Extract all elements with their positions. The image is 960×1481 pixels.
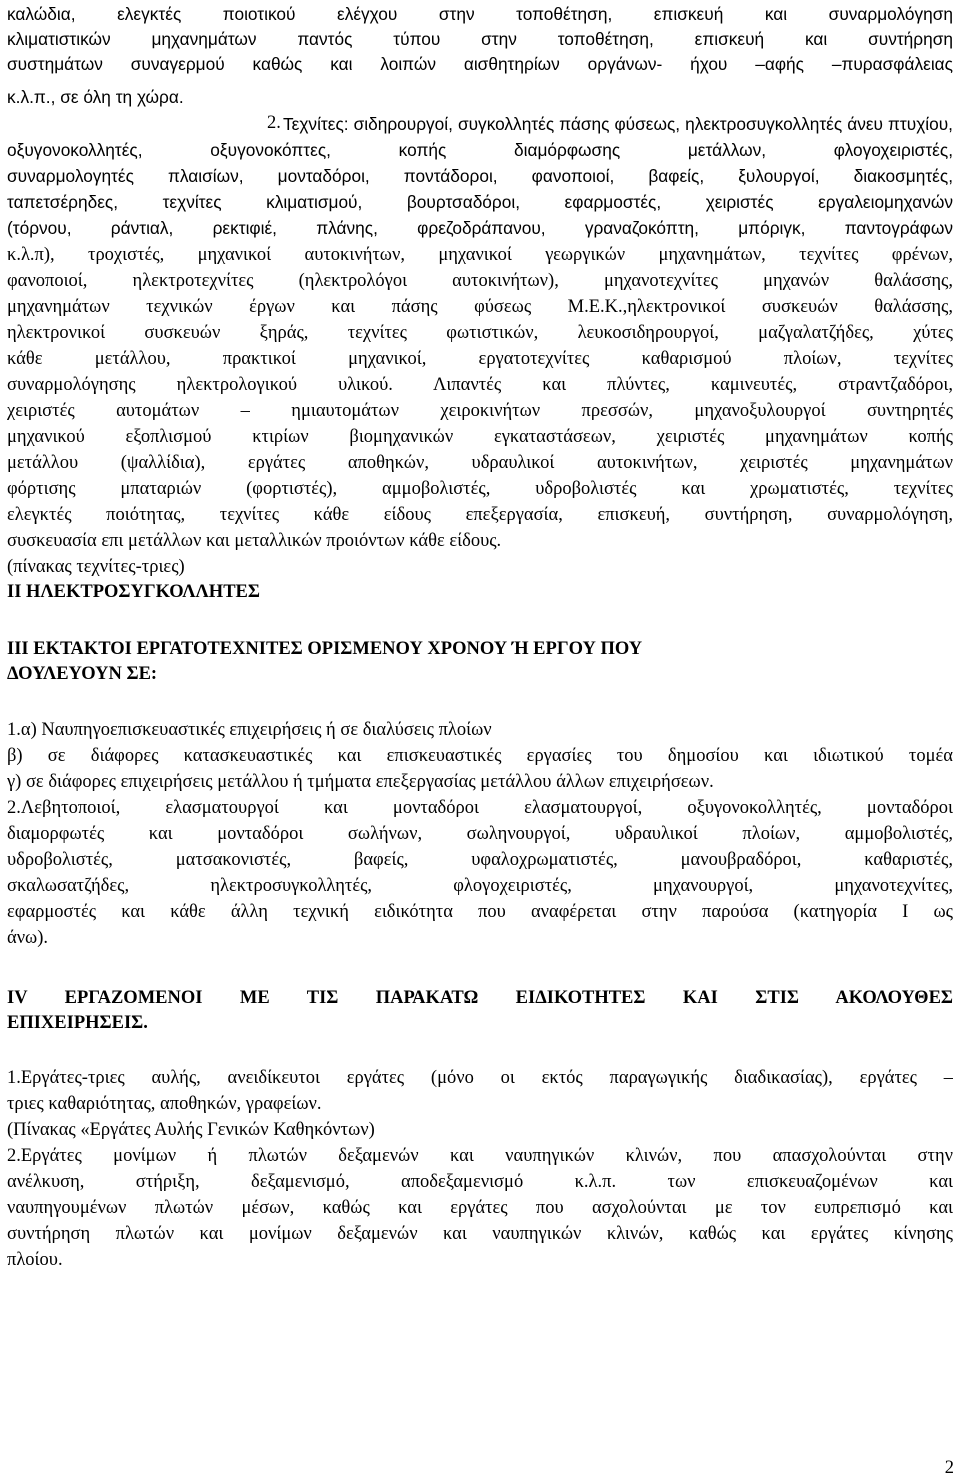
paragraph-line: μηχανημάτων τεχνικών έργων και πάσης φύσεως Μ.Ε.Κ.,ηλεκτρονικοί συσκευών θαλάσσης, — [7, 297, 953, 317]
paragraph-line: μηχανικού εξοπλισμού κτιρίων βιομηχανικών εγκαταστάσεων, χειριστές μηχανημάτων κοπής — [7, 427, 953, 447]
paragraph-line: σκαλωσατζήδες, ηλεκτροσυγκολλητές, φλογοχειριστές, μηχανουργοί, μηχανοτεχνίτες, — [7, 876, 953, 896]
paragraph-line: φανοποιοί, ηλεκτροτεχνίτες (ηλεκτρολόγοι αυτοκινήτων), μηχανοτεχνίτες μηχανών θαλάσσης, — [7, 271, 953, 291]
paragraph-line: 2.Λεβητοποιοί, ελασματουργοί και μονταδόροι ελασματουργοί, οξυγονοκολλητές, μονταδόροι — [7, 798, 953, 818]
paragraph-line: 1.Εργάτες-τριες αυλής, ανειδίκευτοι εργάτες (μόνο οι εκτός παραγωγικής διαδικασίας), εργάτες – — [7, 1068, 953, 1088]
paragraph-line: κλιματιστικών μηχανημάτων παντός τύπου στην τοποθέτηση, επισκευή και συντήρηση — [7, 29, 953, 49]
paragraph-line: ανέλκυση, στήριξη, δεξαμενισμό, αποδεξαμενισμό κ.λ.π. των επισκευαζομένων και — [7, 1172, 953, 1192]
paragraph-line: συσκευασία επι μετάλλων και μεταλλικών προιόντων κάθε είδους. — [7, 531, 502, 551]
paragraph-line: ταπετσέρηδες, τεχνίτες κλιματισμού, βουρτσαδόροι, εφαρμοστές, χειριστές εργαλειομηχανών — [7, 192, 953, 212]
paragraph-line: άνω). — [7, 928, 49, 948]
paragraph-line: γ) σε διάφορες επιχειρήσεις μετάλλου ή τμήματα επεξεργασίας μετάλλου άλλων επιχειρήσεων. — [7, 772, 714, 792]
paragraph-line: συναρμολογητές πλαισίων, μονταδόροι, ποντάδοροι, φανοποιοί, βαφείς, ξυλουργοί, διακοσμητές, — [7, 166, 953, 186]
section-heading-iii: ΙΙΙ ΕΚΤΑΚΤΟΙ ΕΡΓΑΤΟΤΕΧΝΙΤΕΣ ΟΡΙΣΜΕΝΟΥ ΧΡΟΝΟΥ Ή ΕΡΓΟΥ ΠΟΥ — [7, 639, 643, 659]
paragraph-line: χειριστές αυτομάτων – ημιαυτομάτων χειροκινήτων πρεσσών, μηχανοξυλουργοί συντηρητές — [7, 401, 953, 421]
paragraph-line: συντήρηση πλωτών και μονίμων δεξαμενών και ναυπηγικών κλινών, καθώς και εργάτες κίνησης — [7, 1224, 953, 1244]
section-heading-ii: ΙΙ ΗΛΕΚΤΡΟΣΥΓΚΟΛΛΗΤΕΣ — [7, 582, 260, 602]
paragraph-line: καλώδια, ελεγκτές ποιοτικού ελέγχου στην τοποθέτηση, επισκευή και συναρμολόγηση — [7, 4, 953, 24]
paragraph-line: τριες καθαριότητας, αποθηκών, γραφείων. — [7, 1094, 322, 1114]
page-number: 2 — [944, 1458, 954, 1478]
paragraph-line: ηλεκτρονικοί συσκευών ξηράς, τεχνίτες φωτιστικών, λευκοσιδηρουργοί, μαζγαλατζήδες, χύτες — [7, 323, 953, 343]
section-heading-iii: ΔΟΥΛΕΥΟΥΝ ΣΕ: — [7, 664, 158, 684]
paragraph-line: κ.λ.π., σε όλη τη χώρα. — [7, 87, 184, 107]
paragraph-line: 2.Εργάτες μονίμων ή πλωτών δεξαμενών και ναυπηγικών κλινών, που απασχολούνται στην — [7, 1146, 953, 1166]
paragraph-line: εφαρμοστές και κάθε άλλη τεχνική ειδικότητα που αναφέρεται στην παρούσα (κατηγορία Ι ως — [7, 902, 953, 922]
item-number: 2. — [267, 113, 281, 133]
section-heading-iv: ΕΠΙΧΕΙΡΗΣΕΙΣ. — [7, 1013, 148, 1033]
paragraph-line: κ.λ.π), τροχιστές, μηχανικοί αυτοκινήτων, μηχανικοί γεωργικών μηχανημάτων, τεχνίτες φρένων, — [7, 245, 953, 265]
table-reference: (Πίνακας «Εργάτες Αυλής Γενικών Καθηκόντων) — [7, 1120, 375, 1140]
paragraph-line: οξυγονοκολλητές, οξυγονοκόπτες, κοπής διαμόρφωσης μετάλλων, φλογοχειριστές, — [7, 140, 953, 160]
paragraph-line: πλοίου. — [7, 1250, 63, 1270]
paragraph-line: 1.α) Ναυπηγοεπισκευαστικές επιχειρήσεις ή σε διαλύσεις πλοίων — [7, 720, 492, 740]
paragraph-line: Τεχνίτες: σιδηρουργοί, συγκολλητές πάσης φύσεως, ηλεκτροσυγκολλητές άνευ πτυχίου, — [283, 114, 953, 134]
table-reference: (πίνακας τεχνίτες-τριες) — [7, 557, 185, 577]
paragraph-line: (τόρνου, ράντιαλ, ρεκτιφιέ, πλάνης, φρεζοδράπανου, γραναζοκόπτη, μπόριγκ, παντογράφων — [7, 218, 953, 238]
paragraph-line: μετάλλου (ψαλλίδια), εργάτες αποθηκών, υδραυλικοί αυτοκινήτων, χειριστές μηχανημάτων — [7, 453, 953, 473]
paragraph-line: β) σε διάφορες κατασκευαστικές και επισκευαστικές εργασίες του δημοσίου και ιδιωτικού τομέα — [7, 746, 953, 766]
paragraph-line: ελεγκτές ποιότητας, τεχνίτες κάθε είδους επεξεργασία, επισκευή, συντήρηση, συναρμολόγηση, — [7, 505, 953, 525]
paragraph-line: διαμορφωτές και μονταδόροι σωλήνων, σωληνουργοί, υδραυλικοί πλοίων, αμμοβολιστές, — [7, 824, 953, 844]
paragraph-line: υδροβολιστές, ματσακονιστές, βαφείς, υφαλοχρωματιστές, μανουβραδόροι, καθαριστές, — [7, 850, 953, 870]
paragraph-line: συναρμολόγησης ηλεκτρολογικού υλικού. Λιπαντές και πλύντες, καμινευτές, στραντζαδόροι, — [7, 375, 953, 395]
paragraph-line: κάθε μετάλλου, πρακτικοί μηχανικοί, εργατοτεχνίτες καθαρισμού πλοίων, τεχνίτες — [7, 349, 953, 369]
paragraph-line: φόρτισης μπαταριών (φορτιστές), αμμοβολιστές, υδροβολιστές και χρωματιστές, τεχνίτες — [7, 479, 953, 499]
section-heading-iv: ΙV ΕΡΓΑΖΟΜΕΝΟΙ ΜΕ ΤΙΣ ΠΑΡΑΚΑΤΩ ΕΙΔΙΚΟΤΗΤΕΣ ΚΑΙ ΣΤΙΣ ΑΚΟΛΟΥΘΕΣ — [7, 988, 953, 1008]
paragraph-line: ναυπηγουμένων πλωτών μέσων, καθώς και εργάτες που ασχολούνται με τον ευπρεπισμό και — [7, 1198, 953, 1218]
paragraph-line: συστημάτων συναγερμού καθώς και λοιπών αισθητηρίων οργάνων- ήχου –αφής –πυρασφάλειας — [7, 54, 953, 74]
